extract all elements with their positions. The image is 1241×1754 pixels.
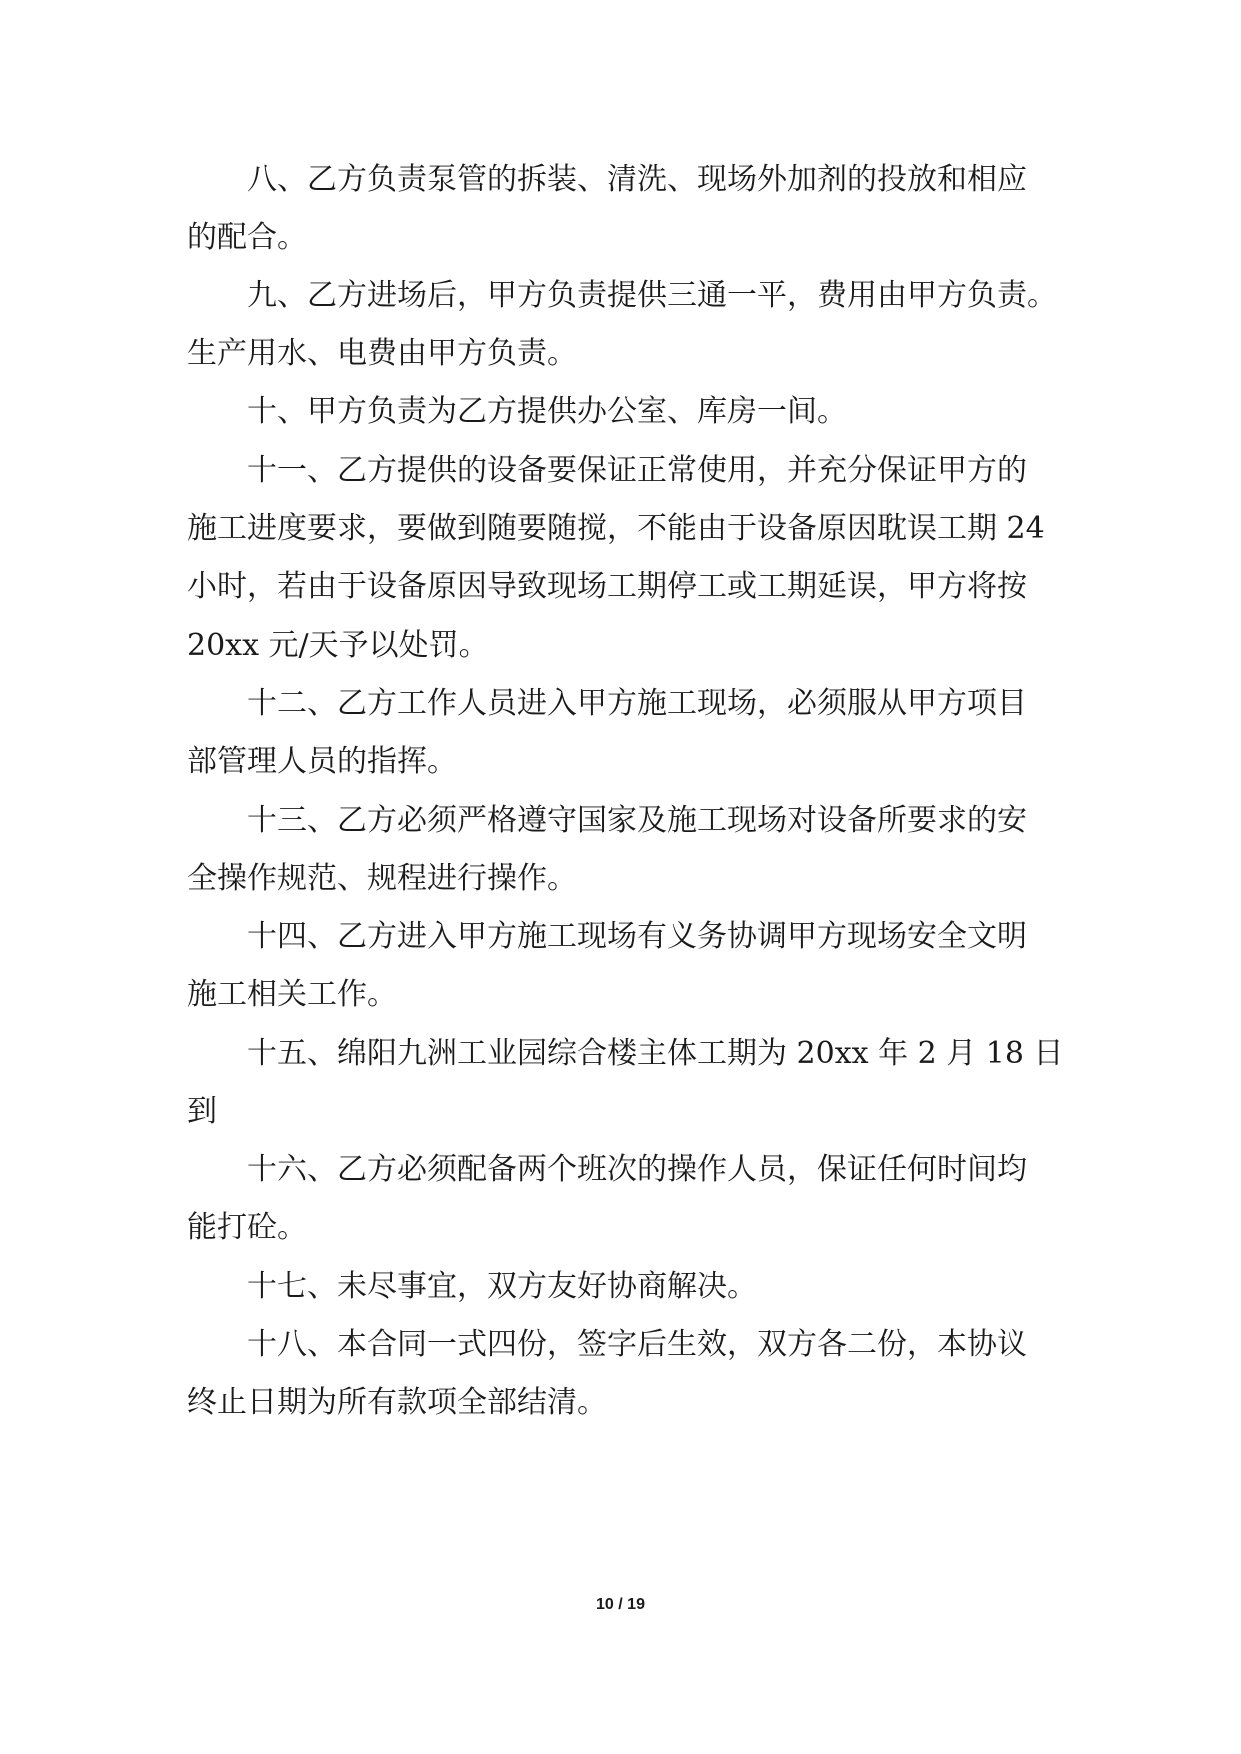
clause-line: 小时，若由于设备原因导致现场工期停工或工期延误，甲方将按 xyxy=(187,569,1027,604)
clause-line: 十二、乙方工作人员进入甲方施工现场，必须服从甲方项目 xyxy=(247,686,1027,721)
clause-line: 十一、乙方提供的设备要保证正常使用，并充分保证甲方的 xyxy=(247,453,1027,488)
clause-line: 十三、乙方必须严格遵守国家及施工现场对设备所要求的安 xyxy=(247,803,1027,838)
clause-line: 部管理人员的指挥。 xyxy=(187,744,457,779)
page-number: 10 / 19 xyxy=(596,1596,645,1613)
clause-line: 的配合。 xyxy=(187,220,307,255)
clause-line: 能打砼。 xyxy=(187,1210,307,1245)
clause-line: 十五、绵阳九洲工业园综合楼主体工期为 20xx 年 2 月 18 日 xyxy=(247,1036,1064,1071)
clause-line: 生产用水、电费由甲方负责。 xyxy=(187,336,577,371)
clause-line: 终止日期为所有款项全部结清。 xyxy=(187,1385,607,1420)
clause-line: 全操作规范、规程进行操作。 xyxy=(187,861,577,896)
clause-line: 十七、未尽事宜，双方友好协商解决。 xyxy=(247,1269,757,1304)
clause-line: 到 xyxy=(187,1094,217,1129)
clause-line: 十六、乙方必须配备两个班次的操作人员，保证任何时间均 xyxy=(247,1152,1027,1187)
clause-line: 施工相关工作。 xyxy=(187,977,397,1012)
clause-line: 施工进度要求，要做到随要随搅，不能由于设备原因耽误工期 24 xyxy=(187,511,1045,546)
clause-line: 20xx 元/天予以处罚。 xyxy=(187,628,489,663)
clause-line: 十八、本合同一式四份，签字后生效，双方各二份，本协议 xyxy=(247,1327,1027,1362)
clause-line: 十、甲方负责为乙方提供办公室、库房一间。 xyxy=(247,394,847,429)
clause-line: 九、乙方进场后，甲方负责提供三通一平，费用由甲方负责。 xyxy=(247,278,1057,313)
clause-line: 十四、乙方进入甲方施工现场有义务协调甲方现场安全文明 xyxy=(247,919,1027,954)
clause-line: 八、乙方负责泵管的拆装、清洗、现场外加剂的投放和相应 xyxy=(247,162,1027,197)
